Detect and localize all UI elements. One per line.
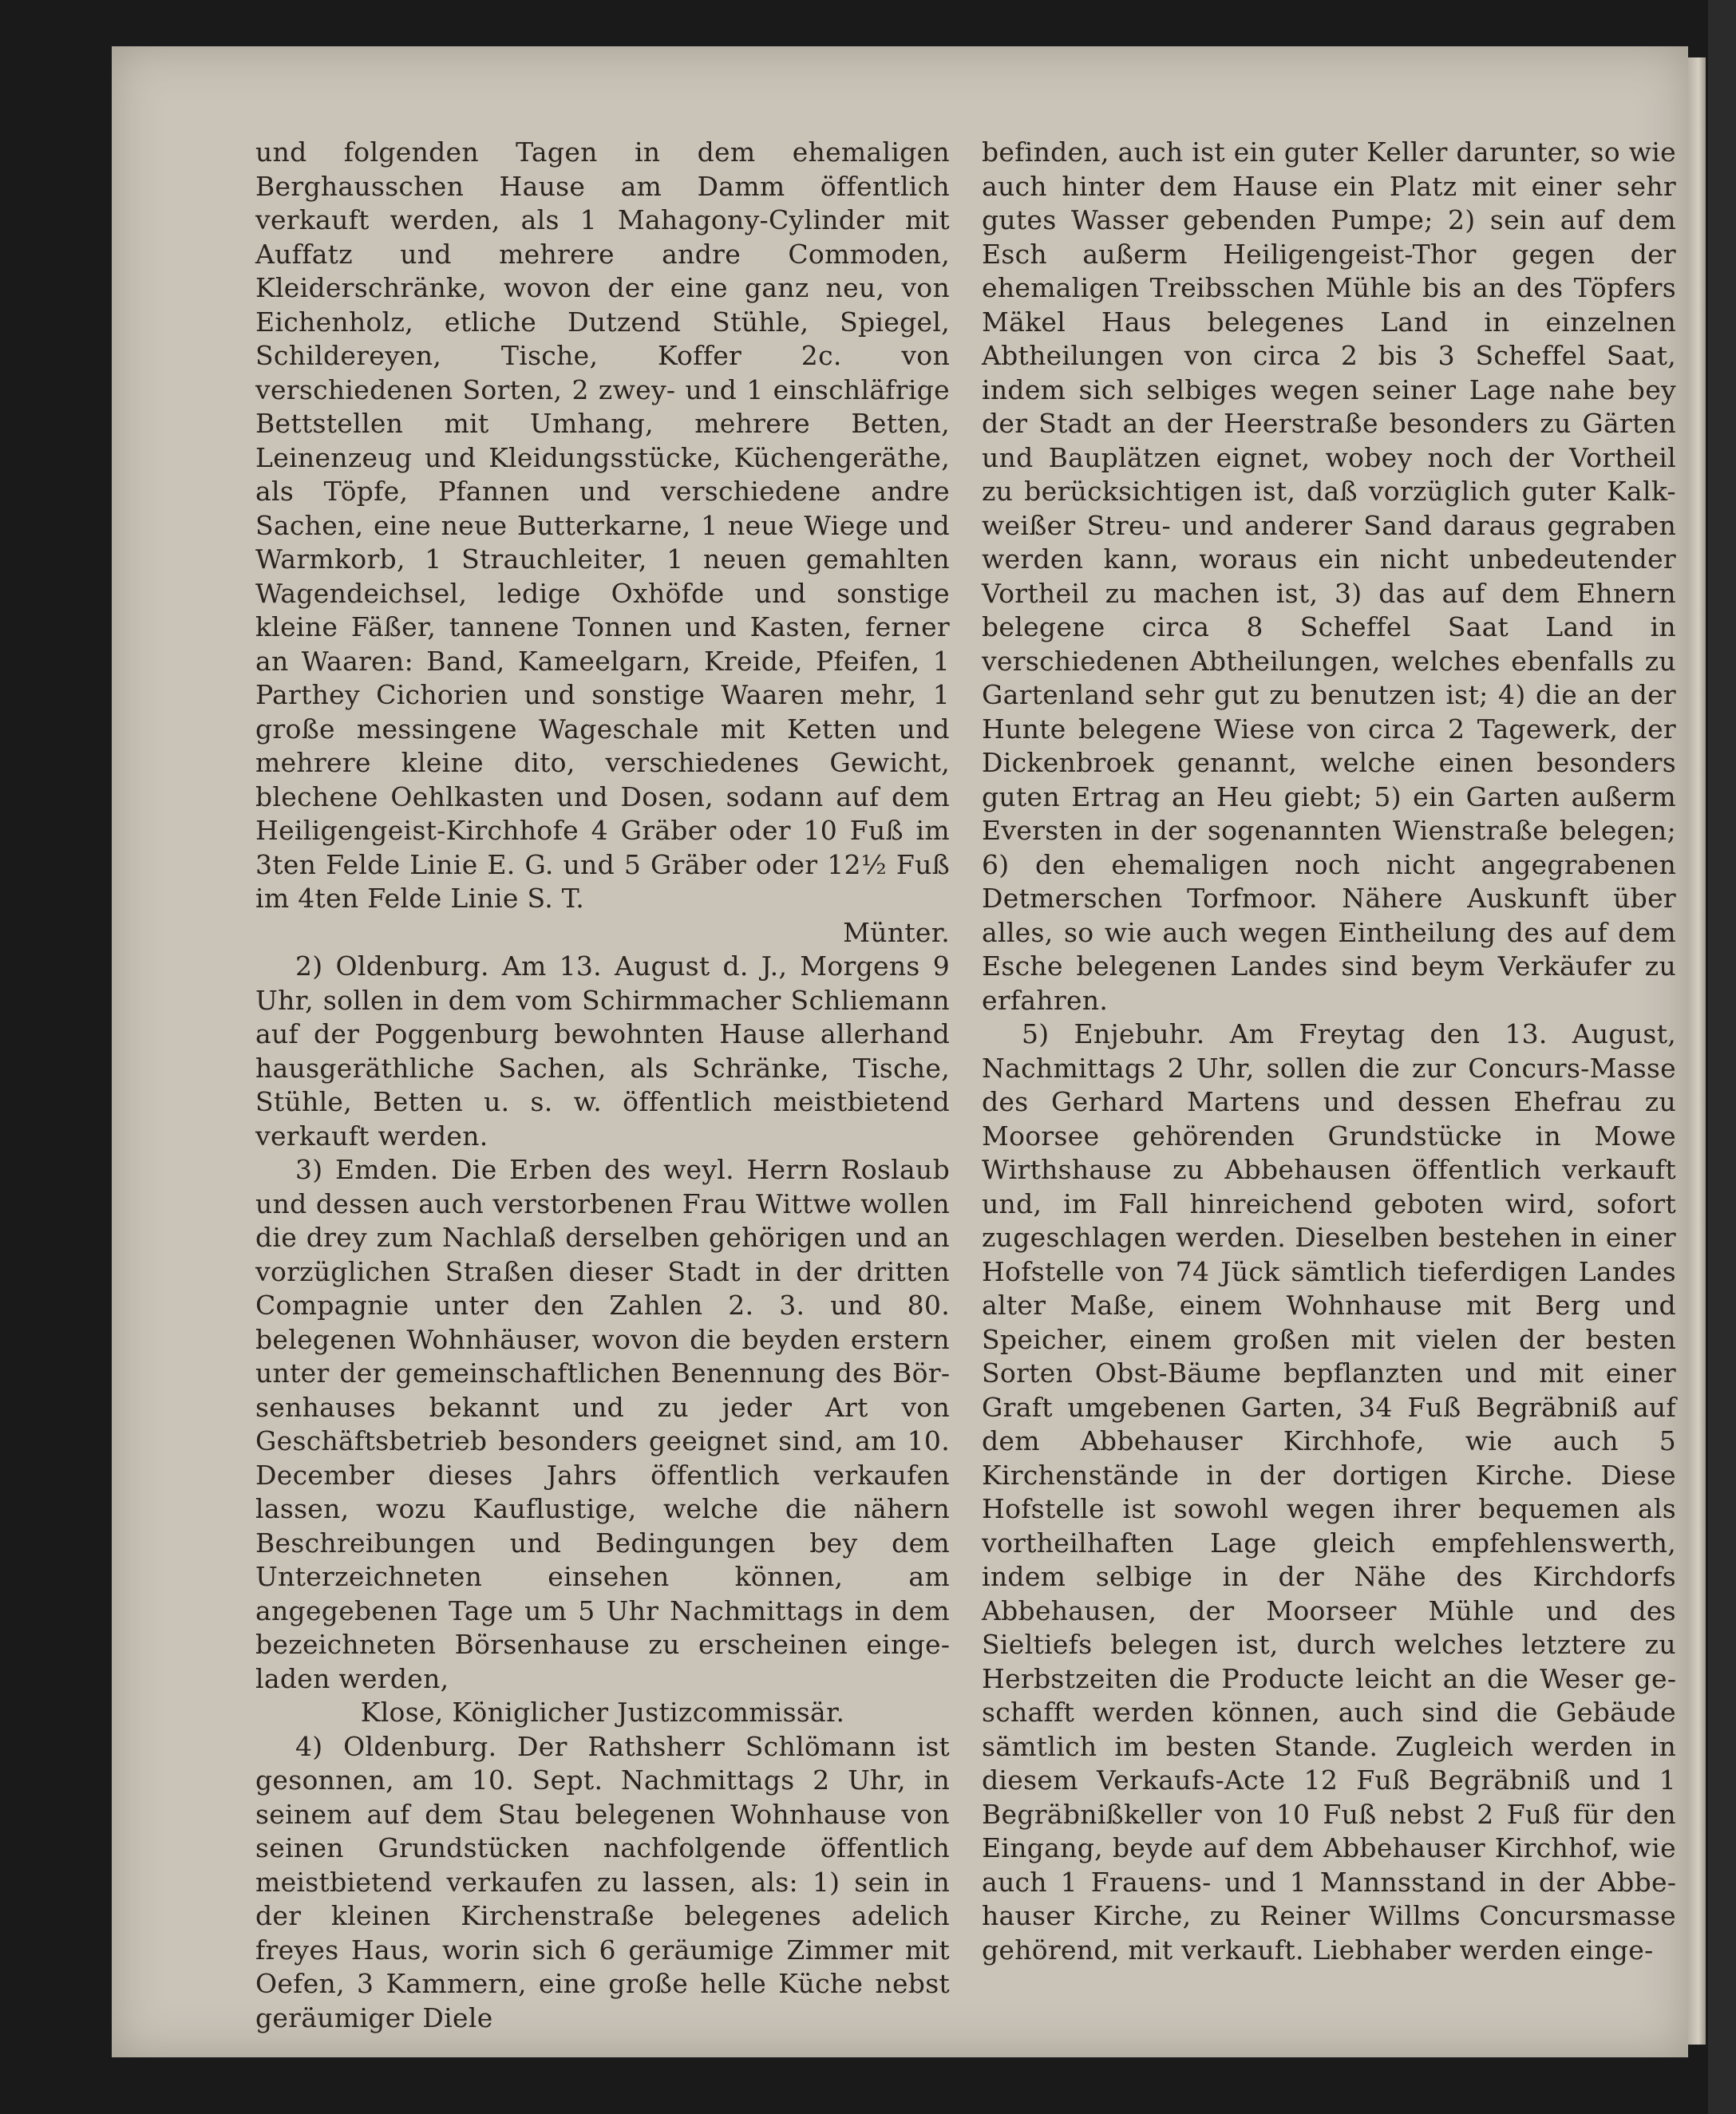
notice-2-oldenburg: 2) Oldenburg. Am 13. August d. J., Morgens 9 Uhr, sollen in dem vom Schirmmacher Schliemann auf der Poggenburg bewohnten Hause allerhand hausgeräthliche Sachen, als Schränke, Tische, Stühle, Betten u. s. w. öffentlich meistbietend verkauft werden.: [255, 950, 950, 1152]
scanner-border: [1708, 0, 1736, 2114]
right-column: [982, 136, 1676, 1966]
page-edge: [1688, 57, 1706, 2045]
left-paragraph-1: und folgenden Tagen in dem ehemaligen Berghausschen Hause am Damm öffentlich verkauft werden, als 1 Mahagony-Cylinder mit Auffatz und mehrere andre Commoden, Kleiderschränke, wovon der eine ganz neu, von Eichenholz, etliche Dutzend Stühle, Spiegel, Schildereyen, Tische, Koffer 2c. von verschiedenen Sorten, 2 zwey- und 1 einschläfrige Bettstellen mit Umhang, mehrere Betten, Leinenzeug und Kleidungsstücke, Küchengeräthe, als Töpfe, Pfannen und verschiedene andre Sachen, eine neue Butterkarne, 1 neue Wiege und Warmkorb, 1 Strauchleiter, 1 neuen gemahlten Wagendeichsel, ledige Oxhöfde und sonstige kleine Fäßer, tannene Tonnen und Kasten, ferner an Waaren: Band, Kameelgarn, Kreide, Pfeifen, 1 Parthey Cichorien und sonstige Waaren mehr, 1 große messingene Wageschale mit Ketten und mehrere kleine dito, verschiedenes Gewicht, blechene Oehlkasten und Dosen, sodann auf dem Heiligengeist-Kirchhofe 4 Gräber oder 10 Fuß im 3ten Felde Linie E. G. und 5 Gräber oder 12½ Fuß im 4ten Felde Linie S. T.: [255, 136, 950, 914]
notice-5-enjebuhr: 5) Enjebuhr. Am Freytag den 13. August, Nachmittags 2 Uhr, sollen die zur Concurs-Masse des Gerhard Martens und dessen Ehefrau zu Moorsee gehörenden Grundstücke in Mowe Wirthshause zu Abbehausen öffentlich verkauft und, im Fall hinreichend geboten wird, sofort zugeschlagen werden. Dieselben bestehen in einer Hofstelle von 74 Jück sämtlich tieferdigen Landes alter Maße, einem Wohnhause mit Berg und Speicher, einem großen mit vielen der besten Sorten Obst-Bäume bepflanzten und mit einer Graft umgebenen Garten, 34 Fuß Begräbniß auf dem Abbehauser Kirchhofe, wie auch 5 Kirchenstände in der dortigen Kirche. Diese Hofstelle ist sowohl wegen ihrer bequemen als vortheilhaften Lage gleich empfehlenswerth, indem selbige in der Nähe des Kirchdorfs Abbehausen, der Moorseer Mühle und des Sieltiefs belegen ist, durch welches letztere zu Herbstzeiten die Producte leicht an die Weser geschafft werden können, auch sind die Gebäude sämtlich im besten Stande. Zugleich werden in diesem Verkaufs-Acte 12 Fuß Begräbniß und 1 Begräbnißkeller von 10 Fuß nebst 2 Fuß für den Eingang, beyde auf dem Abbehauser Kirchhof, wie auch 1 Frauens- und 1 Mannsstand in der Abbehauser Kirche, zu Reiner Willms Concursmasse gehörend, mit verkauft. Liebhaber werden einge-: [982, 1018, 1676, 1966]
notice-3-emden: 3) Emden. Die Erben des weyl. Herrn Roslaub und dessen auch verstorbenen Frau Wittwe wollen die drey zum Nachlaß derselben gehörigen und an vorzüglichen Straßen dieser Stadt in der dritten Compagnie unter den Zahlen 2. 3. und 80. belegenen Wohnhäuser, wovon die beyden erstern unter der gemeinschaftlichen Benennung des Börsenhauses bekannt und zu jeder Art von Geschäftsbetrieb besonders geeignet sind, am 10. December dieses Jahrs öffentlich verkaufen lassen, wozu Kauflustige, welche die nähern Beschreibungen und Bedingungen bey dem Unterzeichneten einsehen können, am angegebenen Tage um 5 Uhr Nachmittags in dem bezeichneten Börsenhause zu erscheinen eingeladen werden,: [255, 1154, 950, 1694]
notice-4-oldenburg: 4) Oldenburg. Der Rathsherr Schlömann ist gesonnen, am 10. Sept. Nachmittags 2 Uhr, in seinem auf dem Stau belegenen Wohnhause von seinen Grundstücken nachfolgende öffentlich meistbietend verkaufen zu lassen, als: 1) sein in der kleinen Kirchenstraße belegenes adelich freyes Haus, worin sich 6 geräumige Zimmer mit Oefen, 3 Kammern, eine große helle Küche nebst geräumiger Diele: [255, 1730, 950, 2033]
left-column: [255, 136, 950, 2033]
signature-klose: Klose, Königlicher Justizcommissär.: [360, 1697, 845, 1728]
signature-muenter: Münter.: [843, 916, 950, 948]
right-paragraph-1: befinden, auch ist ein guter Keller darunter, so wie auch hinter dem Hause ein Platz mit einer sehr gutes Wasser gebenden Pumpe; 2) sein auf dem Esch außerm Heiligengeist-Thor gegen der ehemaligen Treibsschen Mühle bis an des Töpfers Mäkel Haus belegenes Land in einzelnen Abtheilungen von circa 2 bis 3 Scheffel Saat, indem sich selbiges wegen seiner Lage nahe bey der Stadt an der Heerstraße besonders zu Gärten und Bauplätzen eignet, wobey noch der Vortheil zu berücksichtigen ist, daß vorzüglich guter Kalk- weißer Streu- und anderer Sand daraus gegraben werden kann, woraus ein nicht unbedeutender Vortheil zu machen ist, 3) das auf dem Ehnern belegene circa 8 Scheffel Saat Land in verschiedenen Abtheilungen, welches ebenfalls zu Gartenland sehr gut zu benutzen ist; 4) die an der Hunte belegene Wiese von circa 2 Tagewerk, der Dickenbroek genannt, welche einen besonders guten Ertrag an Heu giebt; 5) ein Garten außerm Eversten in der sogenannten Wienstraße belegen; 6) den ehemaligen noch nicht angegrabenen Detmerschen Torfmoor. Nähere Auskunft über alles, so wie auch wegen Eintheilung des auf dem Esche belegenen Landes sind beym Verkäufer zu erfahren.: [982, 136, 1676, 1016]
